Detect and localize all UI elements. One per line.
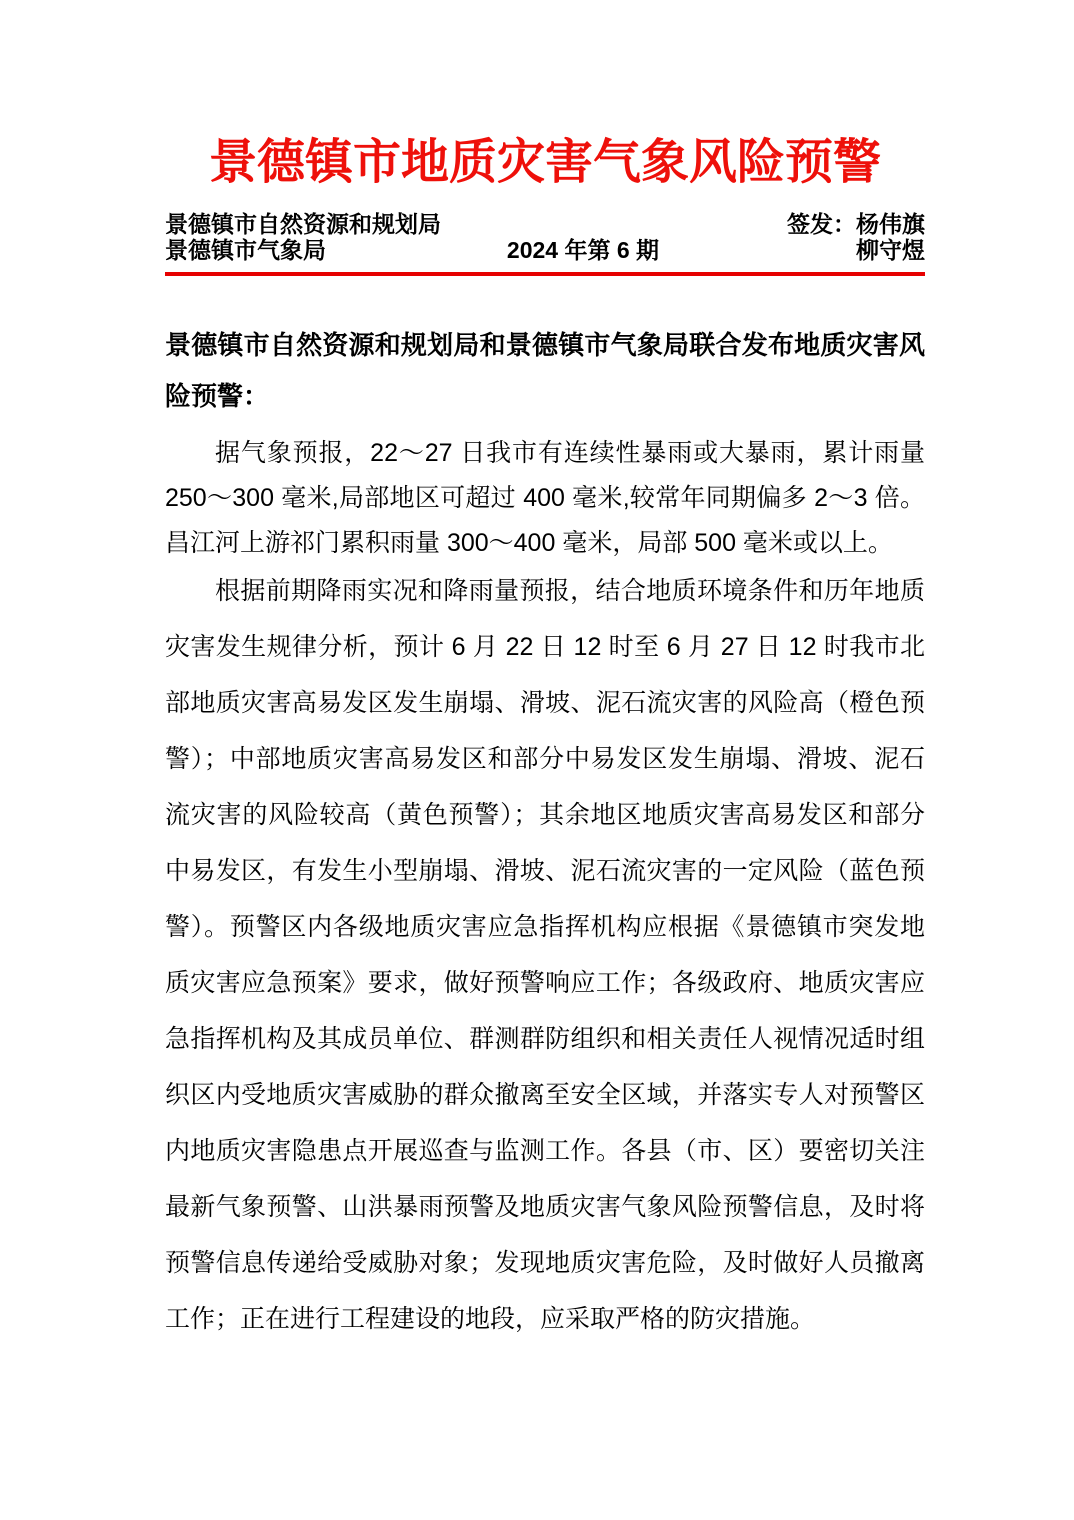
issue-number: 2024 年第 6 期	[506, 237, 660, 263]
issuer-signature-1: 签发：杨伟旗	[787, 211, 925, 237]
document-content	[165, 130, 925, 1347]
issuing-org-2: 景德镇市气象局	[165, 237, 326, 263]
issuing-org-1: 景德镇市自然资源和规划局	[165, 211, 441, 237]
masthead-row-1	[165, 211, 925, 237]
lead-paragraph: 景德镇市自然资源和规划局和景德镇市气象局联合发布地质灾害风险预警：	[165, 330, 925, 411]
issuer-signature-2: 柳守煜	[856, 237, 925, 263]
masthead-row-2	[165, 237, 925, 263]
masthead-divider-rule	[165, 272, 925, 276]
body-paragraph-warning-detail: 根据前期降雨实况和降雨量预报，结合地质环境条件和历年地质灾害发生规律分析，预计 6 月 22 日 12 时至 6 月 27 日 12 时我市北部地质灾害高易发区发生崩塌、滑坡、泥石流灾害的风险高（橙色预警）；中部地质灾害高易发区和部分中易发区发生崩塌、滑坡、泥石流灾害的风险较高（黄色预警）；其余地区地质灾害高易发区和部分中易发区，有发生小型崩塌、滑坡、泥石流灾害的一定风险（蓝色预警）。预警区内各级地质灾害应急指挥机构应根据《景德镇市突发地质灾害应急预案》要求，做好预警响应工作；各级政府、地质灾害应急指挥机构及其成员单位、群测群防组织和相关责任人视情况适时组织区内受地质灾害威胁的群众撤离至安全区域，并落实专人对预警区内地质灾害隐患点开展巡查与监测工作。各县（市、区）要密切关注最新气象预警、山洪暴雨预警及地质灾害气象风险预警信息，及时将预警信息传递给受威胁对象；发现地质灾害危险，及时做好人员撤离工作；正在进行工程建设的地段，应采取严格的防灾措施。	[165, 577, 925, 1333]
masthead	[165, 211, 925, 263]
page-title: 景德镇市地质灾害气象风险预警	[208, 136, 881, 189]
body-paragraph-forecast: 据气象预报，22～27 日我市有连续性暴雨或大暴雨，累计雨量 250～300 毫米,局部地区可超过 400 毫米,较常年同期偏多 2～3 倍。昌江河上游祁门累积雨量 300～400 毫米，局部 500 毫米或以上。	[165, 439, 925, 557]
